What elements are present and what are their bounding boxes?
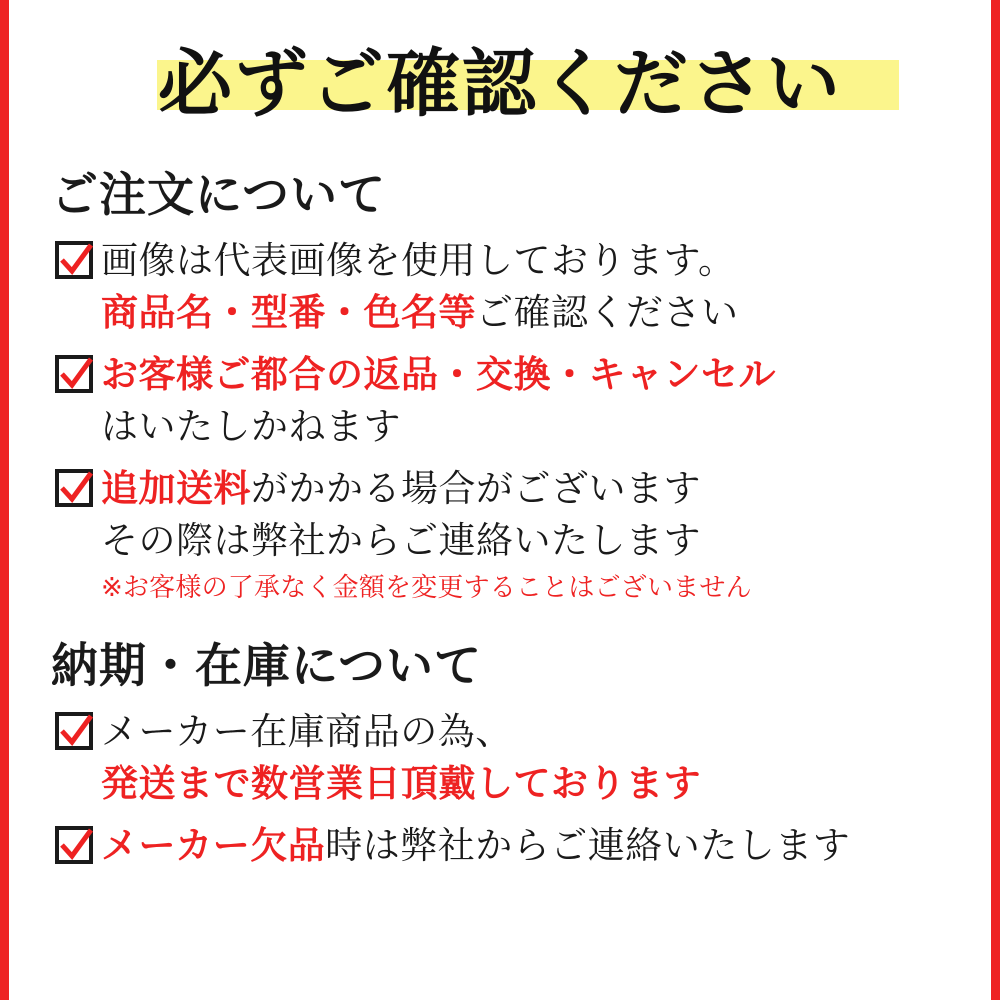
list-item [55,463,955,607]
list-item-line: その際は弊社からご連絡いたします [101,519,701,562]
section-heading-orders: ご注文について [51,168,387,223]
list-item-line: はいたしかねます [101,405,401,448]
list-item-line [101,820,955,872]
checkbox-checked-icon [55,826,95,866]
list-item [55,820,955,872]
list-item-text [101,706,955,810]
list-item-line: メーカー在庫商品の為、 [101,710,513,753]
page-title: 必ずご確認ください [158,41,842,127]
list-item-text [101,820,955,872]
list-item-text [101,349,955,453]
list-item-line: 画像は代表画像を使用しております。 [101,239,736,282]
list-item-line: お客様ご都合の返品・交換・キャンセル [101,353,776,396]
checkbox-checked-icon [55,469,95,509]
plain-text: がかかる場合がございます [251,467,701,510]
list-item [55,349,955,453]
list-item-line [101,287,955,339]
list-item-line: 発送まで数営業日頂戴しております [101,762,701,805]
page-title-wrap [45,36,955,132]
list-item [55,706,955,810]
emphasis-text: 商品名・型番・色名等 [101,291,476,334]
list-item-line [101,463,955,515]
list-item-text [101,463,955,607]
list-item [55,235,955,339]
checkbox-checked-icon [55,241,95,281]
checkbox-checked-icon [55,712,95,752]
section-heading-delivery: 納期・在庫について [51,639,483,694]
emphasis-text: 追加送料 [101,467,251,510]
emphasis-text: メーカー欠品 [101,824,326,867]
plain-text: ご確認ください [476,291,739,334]
plain-text: 時は弊社からご連絡いたします [325,824,851,867]
list-item-text [101,235,955,339]
notice-content [9,0,991,1000]
checkbox-checked-icon [55,355,95,395]
list-item-note: ※お客様の了承なく金額を変更することはございません [101,573,752,603]
